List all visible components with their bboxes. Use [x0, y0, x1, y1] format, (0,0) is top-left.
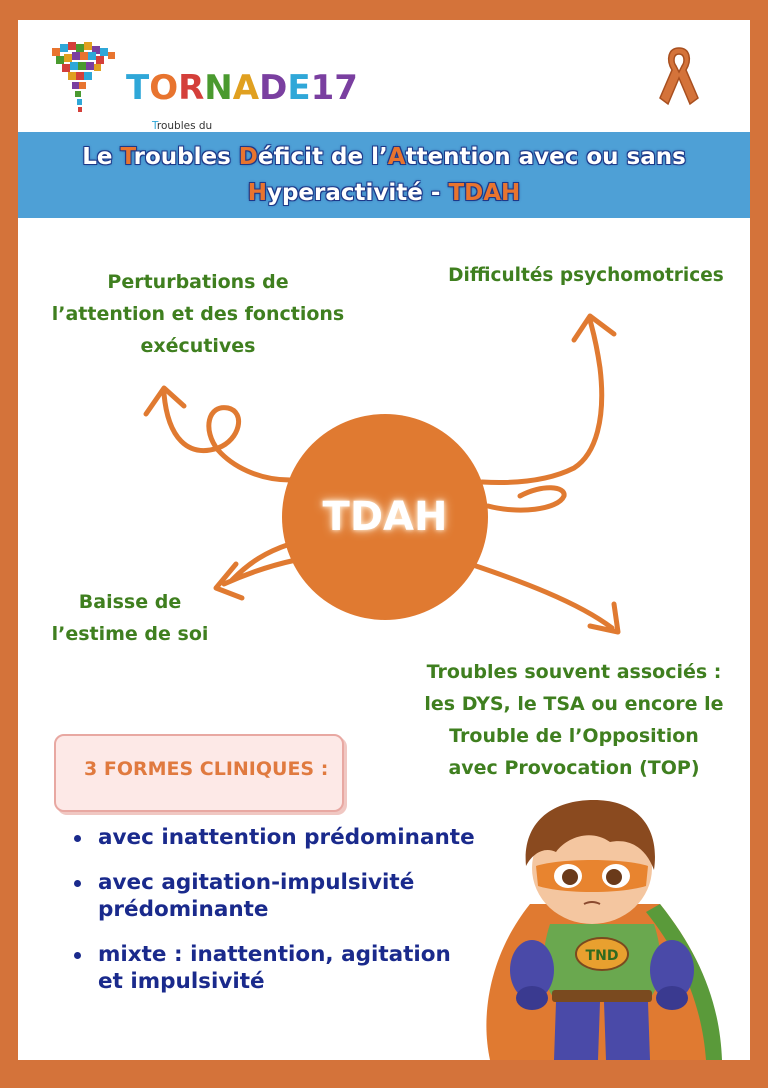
arrow-to-psychomotor	[482, 320, 602, 482]
logo-letter: E	[287, 68, 311, 108]
clinical-forms-list	[74, 824, 514, 1013]
logo-wordmark	[126, 68, 358, 108]
tdah-mindmap	[18, 218, 750, 778]
title-line-2: Hyperactivité - TDAH	[247, 180, 521, 206]
poster	[18, 20, 750, 1060]
logo-subtitle: Troubles du	[152, 120, 213, 132]
logo-letter: O	[149, 68, 179, 108]
list-item: avec inattention prédominante	[74, 824, 514, 851]
loop-psychomotor	[488, 488, 564, 510]
list-item: mixte : inattention, agitation et impulsivité	[74, 941, 514, 995]
title-line-1: Le Troubles Déficit de l’Attention avec ou sans	[82, 144, 686, 170]
awareness-ribbon-icon	[654, 42, 704, 108]
superhero-illustration	[470, 784, 730, 1060]
logo-letter: 17	[310, 68, 358, 108]
list-item: avec agitation-impulsivité prédominante	[74, 869, 514, 923]
node-attention: Perturbations de l’attention et des fonctions exécutives	[51, 271, 345, 357]
hero-badge-text: TND	[585, 948, 619, 964]
node-psychomotor: Difficultés psychomotrices	[448, 265, 724, 286]
node-associated: Troubles souvent associés : les DYS, le TSA ou encore le Trouble de l’Opposition avec Provocation (TOP)	[424, 661, 724, 779]
clinical-forms-title: 3 FORMES CLINIQUES :	[84, 758, 329, 780]
node-esteem: Baisse de l’estime de soi	[51, 591, 209, 645]
tdah-center-circle	[282, 414, 488, 620]
title-banner	[18, 132, 750, 218]
center-label: TDAH	[322, 494, 448, 540]
logo-letter: T	[126, 68, 150, 108]
logo-letter: R	[178, 68, 205, 108]
logo-letter: D	[259, 68, 288, 108]
logo-letter: N	[204, 68, 233, 108]
logo-letter: A	[232, 68, 260, 108]
clinical-forms-box	[54, 734, 344, 812]
tornado-icon	[46, 38, 126, 138]
arrow-to-associated	[470, 564, 612, 628]
